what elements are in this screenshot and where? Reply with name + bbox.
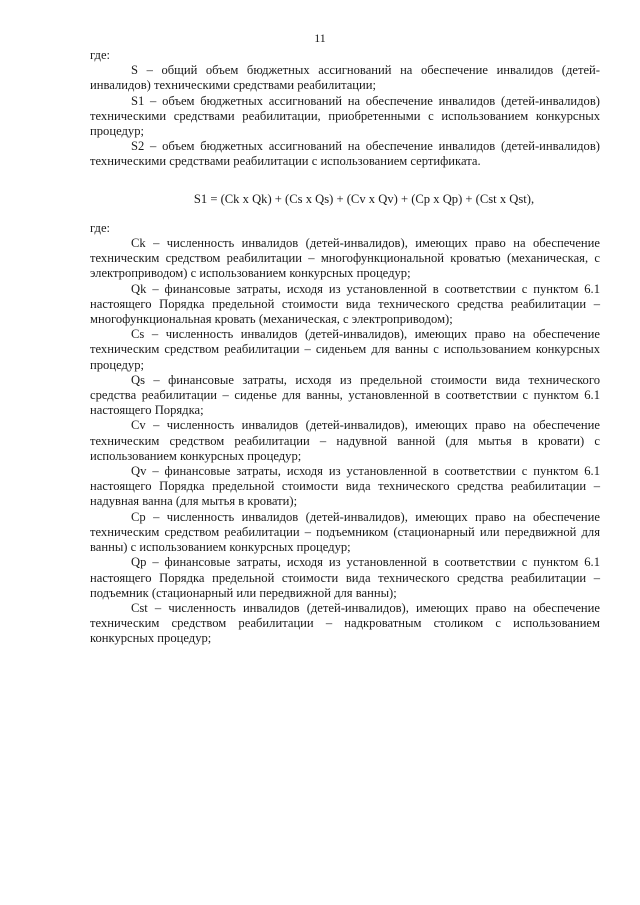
definition-ck: Ck – численность инвалидов (детей-инвалидов), имеющих право на обеспечение техническим средством реабилитации – многофункциональной кроватью (механическая, с электроприводом) с использованием конкурсных процедур;: [90, 236, 600, 281]
definition-cp: Cp – численность инвалидов (детей-инвалидов), имеющих право на обеспечение техническим средством реабилитации – подъемником (стационарный или передвижной для ванны) с использованием конкурсных процедур;: [90, 509, 600, 555]
definition-qv: Qv – финансовые затраты, исходя из установленной в соответствии с пунктом 6.1 настоящего Порядка предельной стоимости вида технического средства реабилитации – надувная ванна (для мытья в кровати);: [90, 464, 600, 509]
definition-qs: Qs – финансовые затраты, исходя из предельной стоимости вида технического средства реабилитации – сиденье для ванны, установленной в соответствии с пунктом 6.1 настоящего Порядка;: [90, 372, 600, 418]
definition-qp: Qp – финансовые затраты, исходя из установленной в соответствии с пунктом 6.1 настоящего Порядка предельной стоимости вида технического средства реабилитации – подъемник (стационарный или передвижной для ванны);: [90, 555, 600, 600]
where-label: где:: [90, 48, 111, 62]
definition-s1: S1 – объем бюджетных ассигнований на обеспечение инвалидов (детей-инвалидов) техническими средствами реабилитации, приобретенными с использованием конкурсных процедур;: [90, 93, 600, 139]
definition-cv: Cv – численность инвалидов (детей-инвалидов), имеющих право на обеспечение техническим средством реабилитации – надувной ванной (для мытья в кровати) с использованием конкурсных процедур;: [90, 418, 600, 463]
definition-qk: Qk – финансовые затраты, исходя из установленной в соответствии с пунктом 6.1 настоящего Порядка предельной стоимости вида технического средства реабилитации – многофункциональная кровать (механическая, с электроприводом);: [90, 281, 600, 327]
definition-cs: Cs – численность инвалидов (детей-инвалидов), имеющих право на обеспечение техническим средством реабилитации – сиденьем для ванны с использованием конкурсных процедур;: [90, 327, 600, 372]
page-number: 11: [314, 31, 326, 45]
definition-s2: S2 – объем бюджетных ассигнований на обеспечение инвалидов (детей-инвалидов) техническими средствами реабилитации с использованием сертификата.: [90, 139, 600, 169]
document-body: [90, 48, 600, 647]
definition-cst: Cst – численность инвалидов (детей-инвалидов), имеющих право на обеспечение техническим средством реабилитации – надкроватным столиком с использованием конкурсных процедур;: [90, 600, 600, 646]
formula-s1: S1 = (Ck x Qk) + (Cs x Qs) + (Cv x Qv) + (Cp x Qp) + (Cst x Qst),: [193, 191, 535, 206]
definition-s: S – общий объем бюджетных ассигнований на обеспечение инвалидов (детей-инвалидов) техническими средствами реабилитации;: [90, 63, 600, 93]
where-label-2: где:: [90, 220, 111, 235]
